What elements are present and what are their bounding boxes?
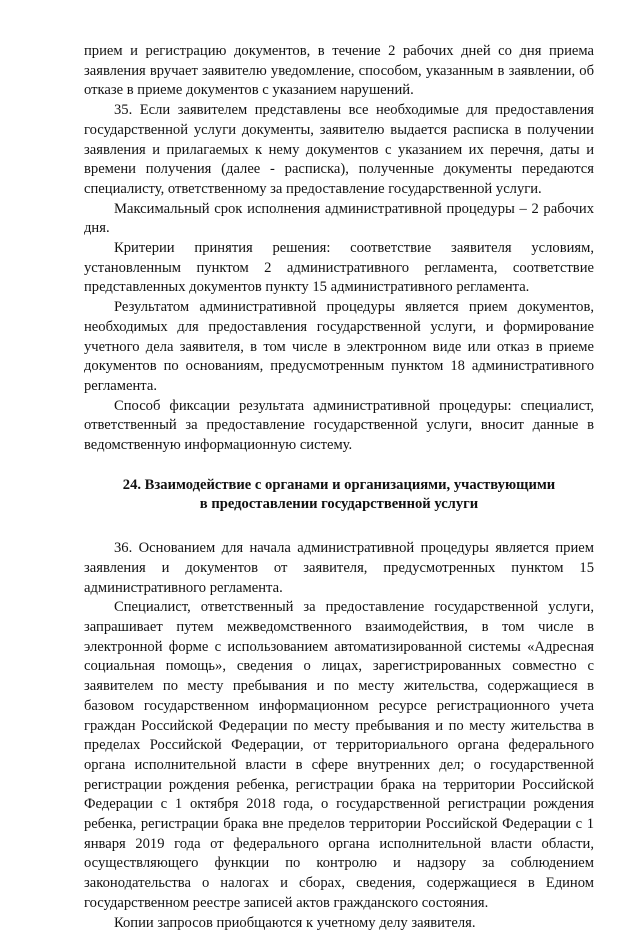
paragraph-36: 36. Основанием для начала административной процедуры является прием заявления и документов от заявителя, предусмотренных пунктом 15 административного регламента. — [84, 540, 594, 596]
section-heading-line-1: 24. Взаимодействие с органами и организациями, участвующими — [122, 476, 556, 493]
paragraph-continuation: прием и регистрацию документов, в течение 2 рабочих дней со дня приема заявления вручает заявителю уведомление, способом, указанным в заявлении, об отказе в приеме документов с указанием нарушений. — [84, 43, 594, 99]
paragraph-criteria: Критерии принятия решения: соответствие заявителя условиям, установленным пунктом 2 административного регламента, соответствие представленных документов пункту 15 административного регламента. — [84, 240, 594, 296]
paragraph-35: 35. Если заявителем представлены все необходимые для предоставления государственной услуги документы, заявителю выдается расписка в получении заявления и прилагаемых к нему документов с указанием их перечня, даты и времени получения (далее - расписка), полученные документы передаются специалисту, ответственному за предоставление государственной услуги. — [84, 102, 594, 197]
paragraph-specialist-request: Специалист, ответственный за предоставление государственной услуги, запрашивает путем межведомственного взаимодействия, в том числе в электронной форме с использованием автоматизированной системы «Адресная социальная помощь», сведения о лицах, зарегистрированных совместно с заявителем по месту пребывания и по месту жительства, содержащиеся в базовом государственном информационном ресурсе регистрационного учета граждан Российской Федерации по месту пребывания и по месту жительства в пределах Российской Федерации, от территориального органа федерального органа исполнительной власти в сфере внутренних дел; о государственной регистрации рождения ребенка, регистрации брака на территории Российской Федерации с 1 октября 2018 года, о государственной регистрации рождения ребенка, регистрации брака вне пределов территории Российской Федерации с 1 января 2019 года от федерального органа исполнительной власти области, осуществляющего функции по контролю и надзору за соблюдением законодательства о налогах и сборах, сведения, содержащиеся в Едином государственном реестре записей актов гражданского состояния. — [84, 599, 594, 911]
section-heading-line-2: в предоставлении государственной услуги — [199, 496, 479, 513]
paragraph-max-term: Максимальный срок исполнения административной процедуры – 2 рабочих дня. — [84, 200, 594, 237]
paragraph-fixation-method: Способ фиксации результата административной процедуры: специалист, ответственный за предоставление государственной услуги, вносит данные в ведомственную информационную систему. — [84, 397, 594, 454]
paragraph-result: Результатом административной процедуры является прием документов, необходимых для предоставления государственной услуги, и формирование учетного дела заявителя, в том числе в электронном виде или отказ в приеме документов по основаниям, предусмотренным пунктом 18 административного регламента. — [84, 299, 594, 394]
document-page — [84, 42, 594, 933]
paragraph-copies: Копии запросов приобщаются к учетному делу заявителя. — [114, 914, 476, 931]
section-heading — [84, 476, 594, 515]
